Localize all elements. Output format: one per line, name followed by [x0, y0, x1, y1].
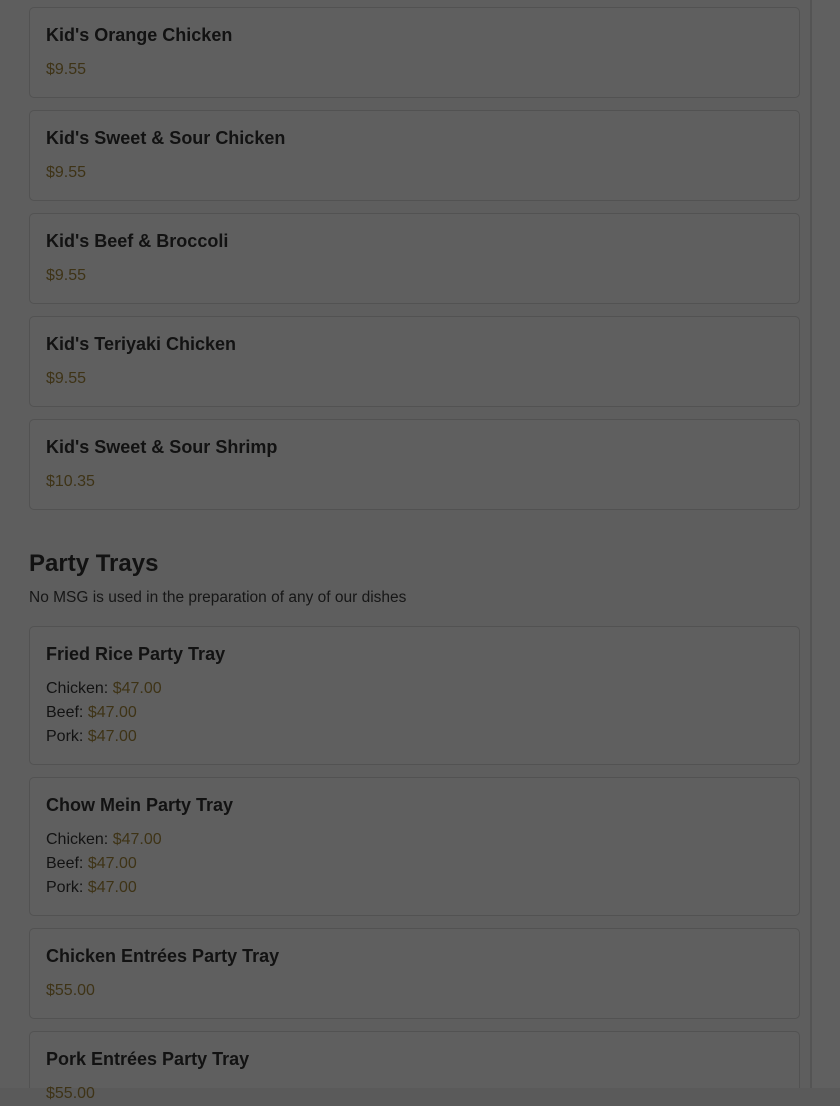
menu-item-price: $9.55	[46, 61, 87, 78]
menu-item-name: Fried Rice Party Tray	[46, 644, 226, 664]
section-note: No MSG is used in the preparation of any of our dishes	[29, 589, 407, 606]
menu-item-name: Kid's Sweet & Sour Shrimp	[46, 437, 278, 457]
menu-item-name: Kid's Teriyaki Chicken	[46, 334, 237, 354]
menu-item-price: $9.55	[46, 267, 87, 284]
option-row: Pork: $47.00	[46, 879, 137, 896]
menu-item-price: $55.00	[46, 1085, 95, 1102]
option-row: Chicken: $47.00	[46, 680, 162, 697]
menu-item-name: Chow Mein Party Tray	[46, 795, 234, 815]
menu-item-options	[46, 828, 783, 900]
menu-item-name: Kid's Beef & Broccoli	[46, 231, 229, 251]
menu-item-card[interactable]	[29, 626, 800, 765]
scrollbar[interactable]	[810, 0, 840, 1088]
menu-item-price: $55.00	[46, 982, 95, 999]
option-row: Chicken: $47.00	[46, 831, 162, 848]
section-title: Party Trays	[29, 550, 159, 577]
menu-item-name: Kid's Sweet & Sour Chicken	[46, 128, 286, 148]
menu-item-options	[46, 677, 783, 749]
option-row: Beef: $47.00	[46, 704, 137, 721]
menu-item-card[interactable]	[29, 1031, 800, 1102]
menu-item-card[interactable]	[29, 928, 800, 1019]
menu-item-card[interactable]	[29, 419, 800, 510]
menu-item-price: $9.55	[46, 370, 87, 387]
menu-item-card[interactable]	[29, 213, 800, 304]
menu-item-price: $10.35	[46, 473, 95, 490]
menu-item-card[interactable]	[29, 7, 800, 98]
menu-item-name: Pork Entrées Party Tray	[46, 1049, 250, 1069]
option-row: Pork: $47.00	[46, 728, 137, 745]
menu-item-price: $9.55	[46, 164, 87, 181]
menu-item-name: Kid's Orange Chicken	[46, 25, 233, 45]
menu-item-card[interactable]	[29, 110, 800, 201]
menu-item-card[interactable]	[29, 777, 800, 916]
menu-item-card[interactable]	[29, 316, 800, 407]
menu-item-name: Chicken Entrées Party Tray	[46, 946, 280, 966]
option-row: Beef: $47.00	[46, 855, 137, 872]
